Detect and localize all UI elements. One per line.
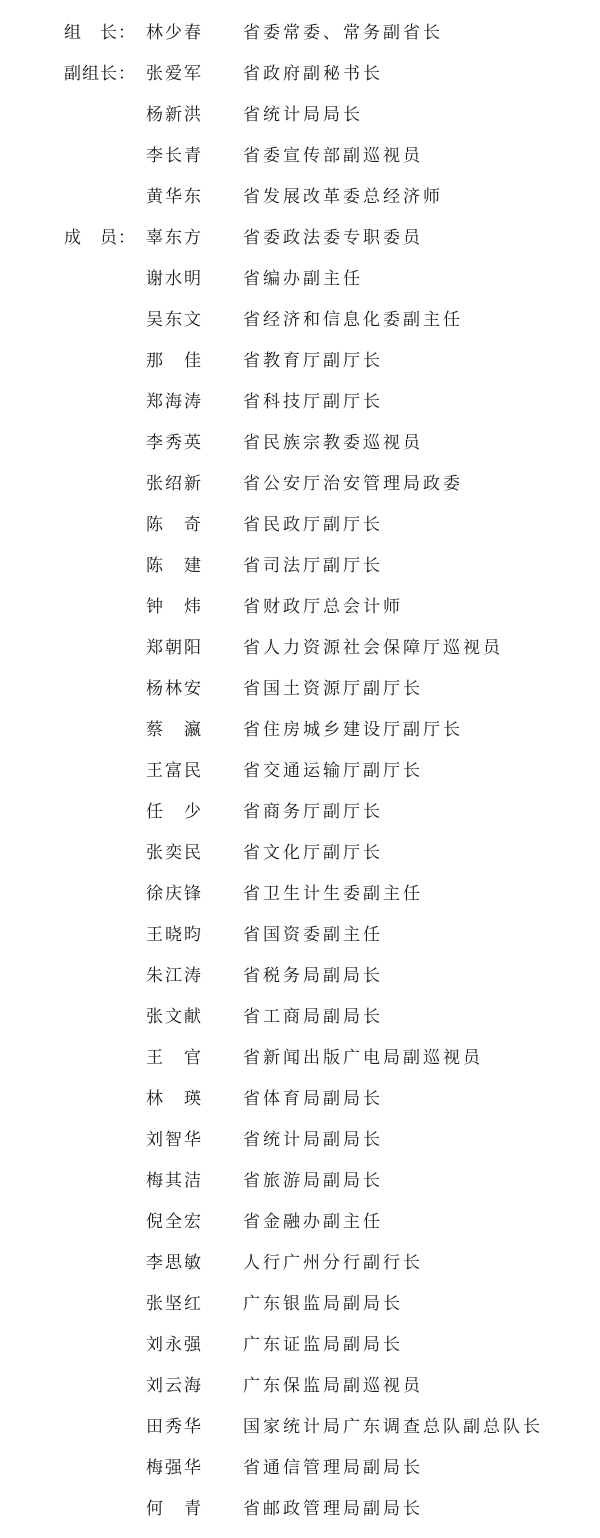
member-name: 张爱军 — [146, 64, 203, 84]
member-position: 省公安厅治安管理局政委 — [243, 474, 463, 494]
member-row — [0, 431, 600, 472]
member-row — [0, 1005, 600, 1046]
member-name: 梅其洁 — [146, 1171, 203, 1191]
member-position: 省住房城乡建设厅副厅长 — [243, 720, 463, 740]
member-row — [0, 226, 600, 267]
member-name: 杨新洪 — [146, 105, 203, 125]
member-name: 张文献 — [146, 1007, 203, 1027]
member-position: 省委政法委专职委员 — [243, 228, 423, 248]
member-name: 林少春 — [146, 23, 203, 43]
member-row — [0, 390, 600, 431]
member-name: 郑朝阳 — [146, 638, 203, 658]
member-position: 国家统计局广东调查总队副总队长 — [243, 1417, 543, 1437]
member-position: 广东银监局副局长 — [243, 1294, 403, 1314]
member-row — [0, 1415, 600, 1456]
member-position: 省统计局副局长 — [243, 1130, 383, 1150]
member-name: 郑海涛 — [146, 392, 203, 412]
member-row — [0, 841, 600, 882]
member-position: 省旅游局副局长 — [243, 1171, 383, 1191]
member-name: 倪全宏 — [146, 1212, 203, 1232]
member-position: 省委常委、常务副省长 — [243, 23, 443, 43]
member-row — [0, 800, 600, 841]
member-position: 省发展改革委总经济师 — [243, 187, 443, 207]
member-row — [0, 595, 600, 636]
member-row — [0, 1128, 600, 1169]
member-position: 省经济和信息化委副主任 — [243, 310, 463, 330]
member-name: 王富民 — [146, 761, 203, 781]
member-name: 黄华东 — [146, 187, 203, 207]
member-position: 省税务局副局长 — [243, 966, 383, 986]
member-position: 省科技厅副厅长 — [243, 392, 383, 412]
member-row — [0, 923, 600, 964]
member-row — [0, 677, 600, 718]
member-row — [0, 1251, 600, 1292]
member-name: 王 官 — [146, 1048, 203, 1068]
member-position: 省教育厅副厅长 — [243, 351, 383, 371]
member-position: 广东保监局副巡视员 — [243, 1376, 423, 1396]
member-row — [0, 1456, 600, 1497]
member-row — [0, 1292, 600, 1333]
member-name: 那 佳 — [146, 351, 203, 371]
member-position: 省体育局副局长 — [243, 1089, 383, 1109]
member-name: 陈 奇 — [146, 515, 203, 535]
member-name: 钟 炜 — [146, 597, 203, 617]
member-name: 何 青 — [146, 1499, 203, 1519]
member-position: 省商务厅副厅长 — [243, 802, 383, 822]
member-name: 张坚红 — [146, 1294, 203, 1314]
member-row — [0, 759, 600, 800]
member-position: 省委宣传部副巡视员 — [243, 146, 423, 166]
member-row — [0, 1046, 600, 1087]
member-position: 省财政厅总会计师 — [243, 597, 403, 617]
member-row — [0, 882, 600, 923]
member-position: 省民政厅副厅长 — [243, 515, 383, 535]
member-position: 省邮政管理局副局长 — [243, 1499, 423, 1519]
member-position: 省通信管理局副局长 — [243, 1458, 423, 1478]
member-row — [0, 1497, 600, 1538]
member-name: 陈 建 — [146, 556, 203, 576]
member-name: 张奕民 — [146, 843, 203, 863]
member-row — [0, 308, 600, 349]
member-row — [0, 513, 600, 554]
member-role: 成 员： — [64, 228, 136, 248]
member-name: 杨林安 — [146, 679, 203, 699]
member-name: 朱江涛 — [146, 966, 203, 986]
member-position: 省民族宗教委巡视员 — [243, 433, 423, 453]
member-row — [0, 1169, 600, 1210]
member-row — [0, 144, 600, 185]
member-name: 李秀英 — [146, 433, 203, 453]
member-position: 省编办副主任 — [243, 269, 363, 289]
member-row — [0, 349, 600, 390]
member-row — [0, 21, 600, 62]
member-row — [0, 62, 600, 103]
member-name: 谢水明 — [146, 269, 203, 289]
member-position: 省国资委副主任 — [243, 925, 383, 945]
member-position: 省司法厅副厅长 — [243, 556, 383, 576]
member-name: 任 少 — [146, 802, 203, 822]
member-row — [0, 554, 600, 595]
member-name: 徐庆锋 — [146, 884, 203, 904]
member-row — [0, 267, 600, 308]
member-position: 省文化厅副厅长 — [243, 843, 383, 863]
member-position: 省卫生计生委副主任 — [243, 884, 423, 904]
member-name: 辜东方 — [146, 228, 203, 248]
member-name: 刘永强 — [146, 1335, 203, 1355]
member-row — [0, 1087, 600, 1128]
member-row — [0, 472, 600, 513]
member-position: 广东证监局副局长 — [243, 1335, 403, 1355]
member-row — [0, 636, 600, 677]
member-row — [0, 185, 600, 226]
member-name: 王晓昀 — [146, 925, 203, 945]
member-name: 吴东文 — [146, 310, 203, 330]
member-position: 省人力资源社会保障厅巡视员 — [243, 638, 503, 658]
member-position: 人行广州分行副行长 — [243, 1253, 423, 1273]
member-position: 省工商局副局长 — [243, 1007, 383, 1027]
member-name: 刘云海 — [146, 1376, 203, 1396]
member-name: 张绍新 — [146, 474, 203, 494]
member-role: 副组长： — [64, 64, 136, 84]
member-name: 蔡 瀛 — [146, 720, 203, 740]
member-name: 梅强华 — [146, 1458, 203, 1478]
member-position: 省金融办副主任 — [243, 1212, 383, 1232]
member-name: 林 瑛 — [146, 1089, 203, 1109]
member-row — [0, 1374, 600, 1415]
member-row — [0, 964, 600, 1005]
member-name: 李思敏 — [146, 1253, 203, 1273]
member-position: 省统计局局长 — [243, 105, 363, 125]
member-name: 田秀华 — [146, 1417, 203, 1437]
member-role: 组 长： — [64, 23, 136, 43]
member-name: 李长青 — [146, 146, 203, 166]
member-name: 刘智华 — [146, 1130, 203, 1150]
member-position: 省政府副秘书长 — [243, 64, 383, 84]
member-position: 省国土资源厅副厅长 — [243, 679, 423, 699]
member-row — [0, 1210, 600, 1251]
member-row — [0, 103, 600, 144]
member-row — [0, 718, 600, 759]
member-row — [0, 1333, 600, 1374]
member-position: 省交通运输厅副厅长 — [243, 761, 423, 781]
member-position: 省新闻出版广电局副巡视员 — [243, 1048, 483, 1068]
